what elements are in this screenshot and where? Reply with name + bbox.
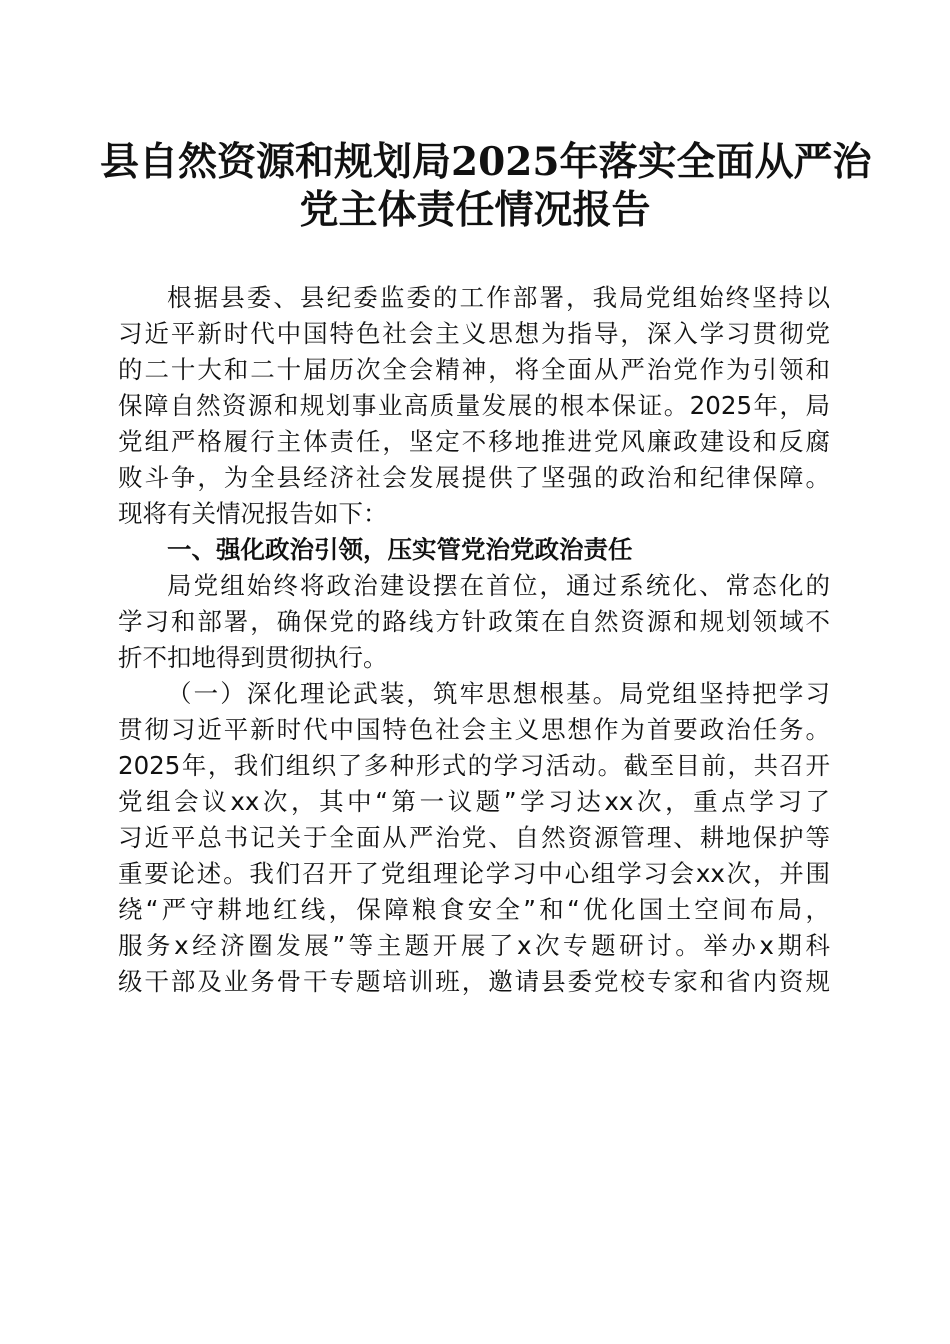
section-heading: 一、强化政治引领，压实管党治党政治责任 — [167, 535, 633, 564]
subsection-line: （一）深化理论武装，筑牢思想根基。局党组坚持把学习 — [167, 679, 830, 708]
paragraph-line: 重要论述。我们召开了党组理论学习中心组学习会xx次，并围 — [118, 859, 830, 888]
paragraph-line: 的二十大和二十届历次全会精神，将全面从严治党作为引领和 — [118, 355, 830, 384]
paragraph-line: 绕“严守耕地红线，保障粮食安全”和“优化国土空间布局， — [118, 895, 830, 924]
paragraph-line: 局党组始终将政治建设摆在首位，通过系统化、常态化的 — [167, 571, 830, 600]
paragraph-line: 级干部及业务骨干专题培训班，邀请县委党校专家和省内资规 — [118, 967, 830, 996]
paragraph-line: 党组严格履行主体责任，坚定不移地推进党风廉政建设和反腐 — [118, 427, 830, 456]
paragraph-line: 党组会议xx次，其中“第一议题”学习达xx次，重点学习了 — [118, 787, 830, 816]
paragraph-line: 习近平总书记关于全面从严治党、自然资源管理、耕地保护等 — [118, 823, 830, 852]
paragraph-line: 习近平新时代中国特色社会主义思想为指导，深入学习贯彻党 — [118, 319, 830, 348]
paragraph-line: 现将有关情况报告如下： — [118, 499, 388, 528]
paragraph-line: 保障自然资源和规划事业高质量发展的根本保证。2025年，局 — [118, 391, 830, 420]
paragraph-line: 根据县委、县纪委监委的工作部署，我局党组始终坚持以 — [167, 283, 830, 312]
document-body — [118, 280, 830, 1000]
paragraph-line: 学习和部署，确保党的路线方针政策在自然资源和规划领域不 — [118, 607, 830, 636]
paragraph-line: 服务x经济圈发展”等主题开展了x次专题研讨。举办x期科 — [118, 931, 830, 960]
paragraph-line: 败斗争，为全县经济社会发展提供了坚强的政治和纪律保障。 — [118, 463, 830, 492]
title-line-2: 党主体责任情况报告 — [299, 187, 651, 233]
document-title — [100, 138, 872, 234]
paragraph-line: 2025年，我们组织了多种形式的学习活动。截至目前，共召开 — [118, 751, 830, 780]
paragraph-line: 折不扣地得到贯彻执行。 — [118, 643, 388, 672]
paragraph-line: 贯彻习近平新时代中国特色社会主义思想作为首要政治任务。 — [118, 715, 830, 744]
title-line-1: 县自然资源和规划局2025年落实全面从严治 — [100, 139, 872, 185]
